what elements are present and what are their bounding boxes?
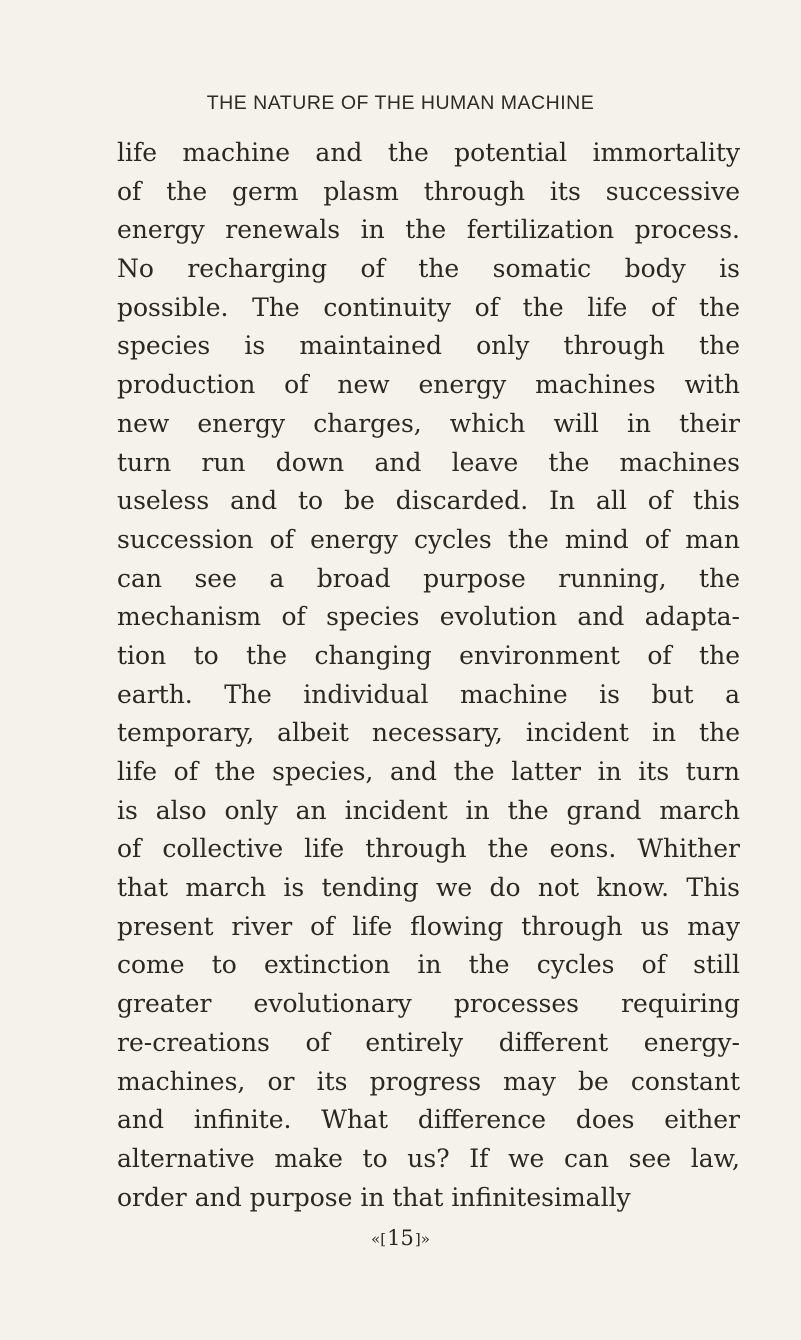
text-line: energy renewals in the fertilization process. bbox=[117, 215, 740, 245]
text-line: and infinite. What difference does either bbox=[117, 1105, 740, 1135]
text-line: machines, or its progress may be constant bbox=[117, 1066, 740, 1096]
text-line: useless and to be discarded. In all of this bbox=[117, 486, 740, 516]
text-line: possible. The continuity of the life of the bbox=[117, 292, 740, 322]
text-line: greater evolutionary processes requiring bbox=[117, 989, 740, 1019]
text-line: succession of energy cycles the mind of man bbox=[117, 524, 740, 554]
text-line: can see a broad purpose running, the bbox=[117, 563, 740, 593]
text-line: mechanism of species evolution and adapta- bbox=[117, 602, 740, 632]
text-line: present river of life flowing through us may bbox=[117, 911, 740, 941]
text-line: tion to the changing environment of the bbox=[117, 640, 740, 670]
text-line: of the germ plasm through its successive bbox=[117, 176, 740, 206]
text-line: order and purpose in that infinitesimally bbox=[117, 1182, 631, 1212]
text-line: temporary, albeit necessary, incident in the bbox=[117, 718, 740, 748]
text-line: that march is tending we do not know. This bbox=[117, 873, 740, 903]
text-line: No recharging of the somatic body is bbox=[117, 254, 740, 284]
text-line: is also only an incident in the grand march bbox=[117, 795, 740, 825]
folio-number: 15 bbox=[387, 1225, 414, 1250]
folio-left-ornament: «[ bbox=[371, 1229, 387, 1248]
text-line: alternative make to us? If we can see law, bbox=[117, 1143, 740, 1173]
text-line: come to extinction in the cycles of still bbox=[117, 950, 740, 980]
text-line: earth. The individual machine is but a bbox=[117, 679, 740, 709]
folio-right-ornament: ]» bbox=[414, 1229, 430, 1248]
text-line: of collective life through the eons. Whither bbox=[117, 834, 740, 864]
page-number bbox=[0, 1226, 801, 1250]
text-line: species is maintained only through the bbox=[117, 331, 740, 361]
text-line: turn run down and leave the machines bbox=[117, 447, 740, 477]
text-line: life of the species, and the latter in its turn bbox=[117, 757, 740, 786]
text-line: production of new energy machines with bbox=[117, 370, 740, 400]
running-head: THE NATURE OF THE HUMAN MACHINE bbox=[206, 92, 595, 114]
text-line: life machine and the potential immortality bbox=[117, 138, 740, 167]
text-line: re-creations of entirely different energy- bbox=[117, 1027, 740, 1057]
body-text bbox=[117, 134, 740, 1217]
text-line: new energy charges, which will in their bbox=[117, 408, 740, 438]
